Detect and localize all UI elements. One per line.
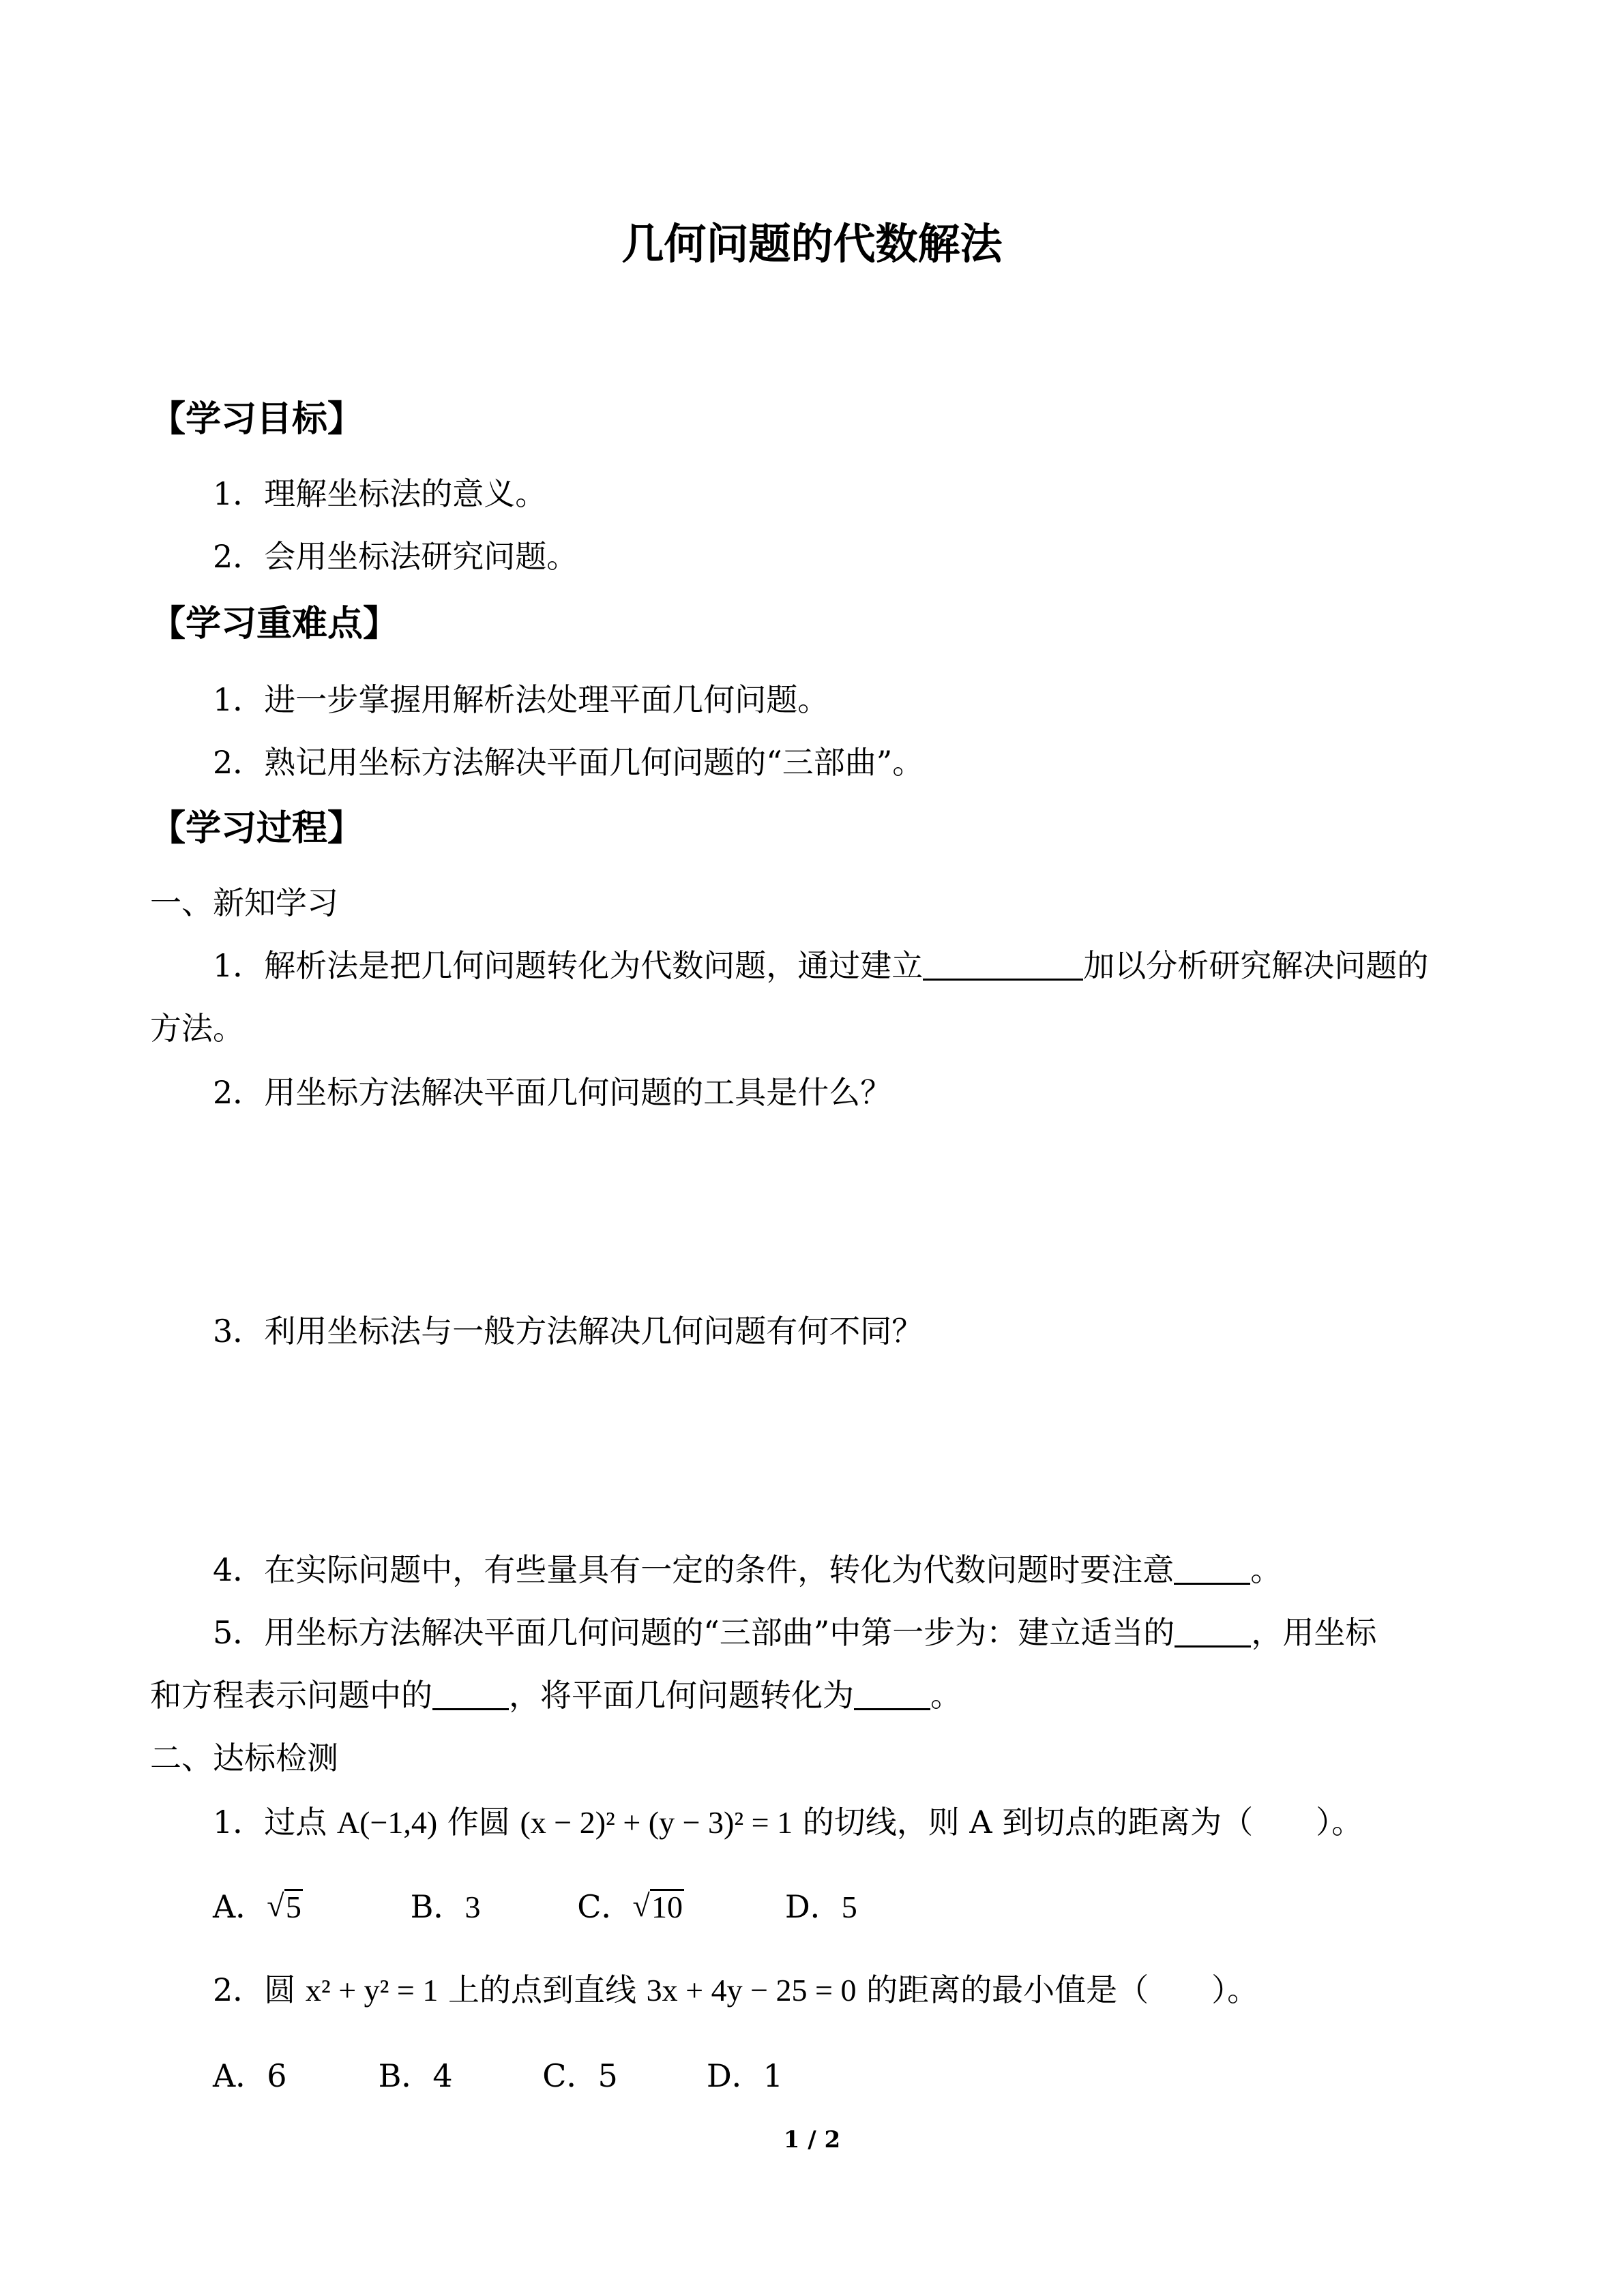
question-5-line-2: [150, 1671, 962, 1716]
problem-1-prefix: 1．过点: [213, 1804, 327, 1840]
question-4-text-b: 。: [1250, 1551, 1282, 1588]
question-5-text-b: ，用坐标: [1251, 1614, 1377, 1651]
fill-blank[interactable]: [432, 1677, 509, 1710]
option-d-label: D．: [784, 1888, 842, 1925]
part2-heading: 二、达标检测: [150, 1740, 338, 1776]
option-c[interactable]: C．5: [542, 2057, 618, 2094]
option-a[interactable]: A．6: [213, 2057, 287, 2094]
option-c-label: C．: [577, 1888, 633, 1925]
option-a[interactable]: [213, 1882, 400, 1927]
option-b[interactable]: [411, 1882, 567, 1927]
fill-blank[interactable]: [1175, 1614, 1251, 1648]
part1-heading: 一、新知学习: [150, 884, 338, 921]
option-c[interactable]: [577, 1882, 775, 1927]
question-5-text-c: 和方程表示问题中的: [150, 1677, 432, 1714]
problem-1-mid: 作圆: [447, 1804, 510, 1840]
problem-1: [213, 1798, 1363, 1843]
fill-blank[interactable]: [1174, 1551, 1250, 1585]
problem-2-options: [213, 2051, 783, 2096]
question-1-text-a: 1．解析法是把几何问题转化为代数问题，通过建立: [213, 947, 924, 984]
question-4: [213, 1545, 1282, 1590]
point-a-formula: A(−1,4): [336, 1805, 438, 1840]
option-d-value: 5: [841, 1890, 857, 1924]
key-point-item-1: 1．进一步掌握用解析法处理平面几何问题。: [213, 681, 829, 718]
page-title: 几何问题的代数解法: [621, 219, 1003, 269]
question-3: 3．利用坐标法与一般方法解决几何问题有何不同？: [213, 1313, 924, 1350]
circle-equation: x² + y² = 1: [305, 1973, 439, 2008]
section-heading-key-points: 【学习重难点】: [150, 603, 399, 644]
goal-item-2: 2．会用坐标法研究问题。: [213, 538, 578, 575]
option-d[interactable]: D．1: [706, 2057, 784, 2094]
fill-blank[interactable]: [854, 1677, 930, 1710]
question-5-text-a: 5．用坐标方法解决平面几何问题的“三部曲”中第一步为：建立适当的: [213, 1614, 1175, 1651]
problem-2-mid: 上的点到直线: [448, 1971, 636, 2008]
question-1-line-2: 方法。: [150, 1010, 244, 1047]
option-c-value: 10: [650, 1889, 685, 1924]
problem-1-options: [213, 1882, 857, 1927]
problem-2-suffix: 的距离的最小值是（ ）。: [866, 1971, 1259, 2008]
option-b[interactable]: B．4: [378, 2057, 453, 2094]
section-heading-goals: 【学习目标】: [150, 398, 364, 440]
question-5-line-1: [213, 1608, 1376, 1653]
question-5-text-e: 。: [930, 1677, 962, 1714]
page-number: 1 / 2: [783, 2126, 841, 2153]
option-b-label: B．: [410, 1888, 465, 1925]
question-1-text-b: 加以分析研究解决问题的: [1083, 947, 1429, 984]
problem-2-prefix: 2．圆: [213, 1971, 296, 2008]
question-2: 2．用坐标方法解决平面几何问题的工具是什么？: [213, 1074, 892, 1111]
sqrt-icon: √ 10: [632, 1889, 684, 1925]
line-equation: 3x + 4y − 25 = 0: [646, 1973, 857, 2008]
option-d[interactable]: [785, 1882, 857, 1927]
sqrt-icon: √ 5: [267, 1889, 303, 1925]
fill-blank[interactable]: [923, 947, 1083, 981]
question-4-text-a: 4．在实际问题中，有些量具有一定的条件，转化为代数问题时要注意: [213, 1551, 1175, 1588]
option-a-value: 5: [284, 1889, 304, 1924]
problem-2: [213, 1965, 1258, 2010]
problem-1-suffix: 的切线，则 A 到切点的距离为（ ）。: [802, 1804, 1363, 1840]
question-1-line-1: [213, 941, 1428, 986]
option-b-value: 3: [464, 1890, 481, 1924]
option-a-label: A．: [213, 1888, 267, 1925]
key-point-item-2: 2．熟记用坐标方法解决平面几何问题的“三部曲”。: [213, 744, 924, 781]
circle-equation: (x − 2)² + (y − 3)² = 1: [520, 1805, 793, 1840]
section-heading-process: 【学习过程】: [150, 807, 364, 849]
question-5-text-d: ，将平面几何问题转化为: [509, 1677, 854, 1714]
goal-item-1: 1．理解坐标法的意义。: [213, 475, 547, 512]
